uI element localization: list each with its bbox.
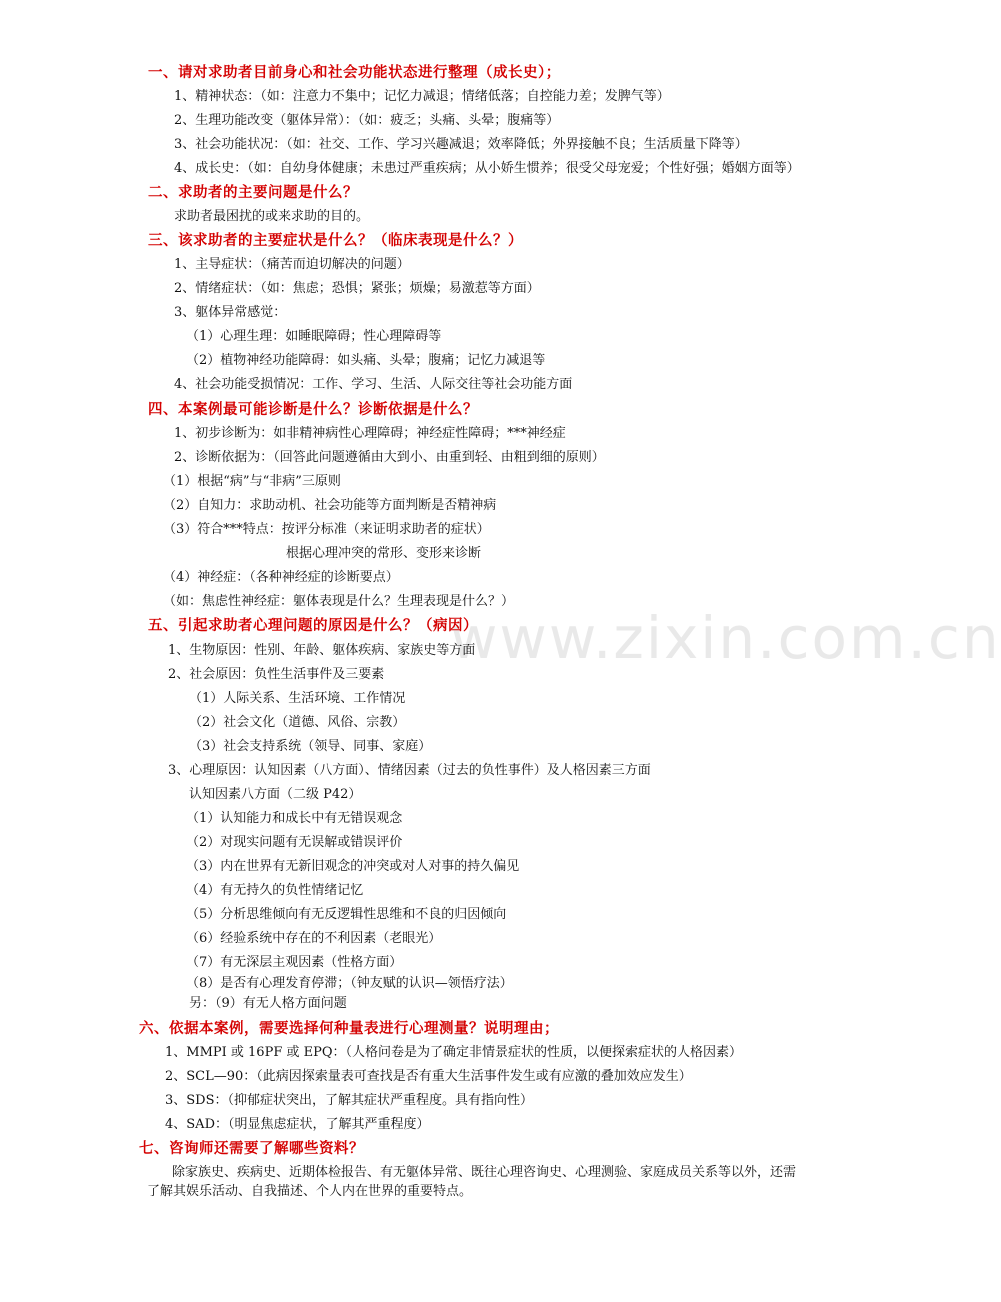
section-5-line-5: （3）社会支持系统（领导、同事、家庭） — [189, 739, 432, 754]
section-6-line-1: 1、MMPI 或 16PF 或 EPQ：（人格问卷是为了确定非情景症状的性质，以便探索症状的人格因素） — [165, 1045, 743, 1060]
section-7-line-2: 了解其娱乐活动、自我描述、个人内在世界的重要特点。 — [147, 1184, 473, 1199]
section-5-line-9: （2）对现实问题有无误解或错误评价 — [186, 835, 403, 850]
section-5-line-15: （8）是否有心理发育停滞；（钟友赋的认识—领悟疗法） — [186, 976, 513, 991]
section-5-line-10: （3）内在世界有无新旧观念的冲突或对人对事的持久偏见 — [186, 859, 520, 874]
section-4-line-7: （4）神经症：（各种神经症的诊断要点） — [163, 570, 399, 585]
section-5-line-8: （1）认知能力和成长中有无错误观念 — [186, 811, 403, 826]
section-6-heading: 六、依据本案例，需要选择何种量表进行心理测量？说明理由； — [139, 1021, 559, 1037]
section-3-line-3: 3、躯体异常感觉： — [174, 305, 287, 320]
section-4-line-6: 根据心理冲突的常形、变形来诊断 — [286, 546, 482, 561]
section-4-line-5: （3）符合***特点：按评分标准（来证明求助者的症状） — [163, 522, 490, 537]
section-4-line-8: （如：焦虑性神经症：躯体表现是什么？生理表现是什么？） — [163, 594, 515, 609]
section-4-line-4: （2）自知力：求助动机、社会功能等方面判断是否精神病 — [163, 498, 497, 513]
section-3-line-6: 4、社会功能受损情况：工作、学习、生活、人际交往等社会功能方面 — [174, 377, 573, 392]
section-4-line-2: 2、诊断依据为：（回答此问题遵循由大到小、由重到轻、由粗到细的原则） — [174, 450, 605, 465]
section-1-line-1: 1、精神状态：（如：注意力不集中；记忆力减退；情绪低落；自控能力差；发脾气等） — [174, 89, 670, 104]
section-5-line-4: （2）社会文化（道德、风俗、宗教） — [189, 715, 406, 730]
section-4-line-3: （1）根据“病”与“非病”三原则 — [163, 474, 341, 489]
section-2-line-1: 求助者最困扰的或来求助的目的。 — [174, 209, 370, 224]
section-5-line-12: （5）分析思维倾向有无反逻辑性思维和不良的归因倾向 — [186, 907, 507, 922]
section-5-line-6: 3、心理原因：认知因素（八方面）、情绪因素（过去的负性事件）及人格因素三方面 — [168, 763, 651, 778]
section-5-line-16: 另：（9）有无人格方面问题 — [189, 996, 347, 1011]
section-1-heading: 一、请对求助者目前身心和社会功能状态进行整理（成长史）； — [148, 65, 561, 81]
section-3-line-1: 1、主导症状：（痛苦而迫切解决的问题） — [174, 257, 410, 272]
section-4-heading: 四、本案例最可能诊断是什么？诊断依据是什么？ — [148, 402, 478, 418]
section-5-line-13: （6）经验系统中存在的不利因素（老眼光） — [186, 931, 442, 946]
section-6-line-2: 2、SCL—90：（此病因探索量表可查找是否有重大生活事件发生或有应激的叠加效应发生） — [165, 1069, 692, 1084]
section-5-line-14: （7）有无深层主观因素（性格方面） — [186, 955, 403, 970]
section-5-line-3: （1）人际关系、生活环境、工作情况 — [189, 691, 406, 706]
section-3-line-4: （1）心理生理：如睡眠障碍；性心理障碍等 — [186, 329, 442, 344]
section-5-line-1: 1、生物原因：性别、年龄、躯体疾病、家族史等方面 — [168, 643, 476, 658]
section-6-line-3: 3、SDS：（抑郁症状突出，了解其症状严重程度。具有指向性） — [165, 1093, 534, 1108]
section-3-line-5: （2）植物神经功能障碍：如头痛、头晕；腹痛；记忆力减退等 — [186, 353, 546, 368]
section-3-heading: 三、该求助者的主要症状是什么？（临床表现是什么？） — [148, 233, 523, 249]
watermark: www.zixin.com.cn — [450, 604, 1001, 672]
section-5-line-7: 认知因素八方面（二级 P42） — [189, 787, 362, 802]
section-7-heading: 七、咨询师还需要了解哪些资料？ — [139, 1141, 364, 1157]
section-5-line-11: （4）有无持久的负性情绪记忆 — [186, 883, 364, 898]
section-5-line-2: 2、社会原因：负性生活事件及三要素 — [168, 667, 385, 682]
section-1-line-2: 2、生理功能改变（躯体异常）：（如：疲乏；头痛、头晕；腹痛等） — [174, 113, 560, 128]
section-4-line-1: 1、初步诊断为：如非精神病性心理障碍；神经症性障碍；***神经症 — [174, 426, 566, 441]
section-6-line-4: 4、SAD：（明显焦虑症状，了解其严重程度） — [165, 1117, 430, 1132]
section-5-heading: 五、引起求助者心理问题的原因是什么？（病因） — [148, 618, 478, 634]
section-1-line-3: 3、社会功能状况：（如：社交、工作、学习兴趣减退；效率降低；外界接触不良；生活质量下降等） — [174, 137, 748, 152]
section-3-line-2: 2、情绪症状：（如：焦虑；恐惧；紧张；烦燥；易激惹等方面） — [174, 281, 540, 296]
section-7-line-1: 除家族史、疾病史、近期体检报告、有无躯体异常、既往心理咨询史、心理测验、家庭成员关系等以外，还需 — [172, 1165, 797, 1180]
section-2-heading: 二、求助者的主要问题是什么？ — [148, 185, 358, 201]
section-1-line-4: 4、成长史：（如：自幼身体健康；未患过严重疾病；从小娇生惯养；很受父母宠爱；个性好强；婚姻方面等） — [174, 161, 800, 176]
